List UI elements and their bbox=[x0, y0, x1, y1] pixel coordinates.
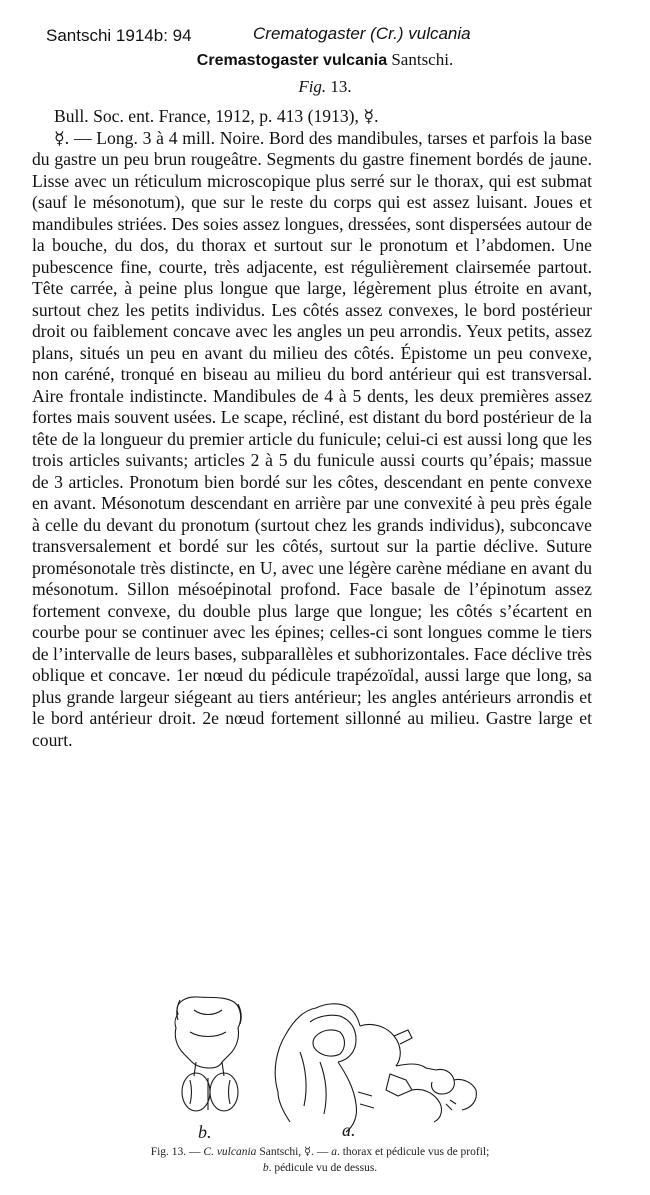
caption-letter-a: a bbox=[331, 1146, 337, 1158]
original-name-heading bbox=[0, 50, 650, 70]
caption-author: Santschi, ☿. — bbox=[256, 1146, 332, 1158]
figure-caption bbox=[40, 1144, 600, 1176]
caption-line1-end: . thorax et pédicule vus de profil; bbox=[336, 1146, 490, 1158]
figure-label-b: b. bbox=[198, 1122, 212, 1142]
caption-line-2 bbox=[40, 1160, 600, 1176]
citation-line: Bull. Soc. ent. France, 1912, p. 413 (1913), ☿. bbox=[54, 106, 379, 126]
caption-line-1 bbox=[40, 1144, 600, 1160]
figure-label-a: a. bbox=[342, 1120, 356, 1140]
original-author: Santschi. bbox=[391, 50, 454, 69]
ant-line-drawing bbox=[150, 992, 480, 1142]
figure-reference-number: 13. bbox=[330, 77, 352, 96]
figure-reference-label: Fig. bbox=[298, 77, 327, 96]
caption-prefix: Fig. 13. — bbox=[150, 1146, 204, 1158]
description-body bbox=[32, 106, 592, 751]
figure-illustration bbox=[150, 992, 480, 1142]
caption-line2-text: . pédicule vu de dessus. bbox=[268, 1162, 378, 1174]
figure-reference bbox=[0, 77, 650, 97]
reference-taxon-name: Crematogaster (Cr.) vulcania bbox=[253, 24, 471, 43]
reference-header bbox=[0, 24, 650, 48]
description-paragraph: ☿. — Long. 3 à 4 mill. Noire. Bord des mandibules, tarses et parfois la base du gastre un peu brun rougeâtre. Segments du gastre finement bordés de jaune. Lisse avec un réticulum microscopique plus serré sur le thorax, qui est submat (sauf le mésonotum), que sur le reste du corps qui est assez luisant. Joues et mandibules striées. Des soies assez longues, dressées, sont dispersées autour de la bouche, du dos, du thorax et surtout sur le pronotum et l’abdomen. Une pubescence fine, courte, très adjacente, est régulièrement clairsemée partout. Tête carrée, à peine plus longue que large, légèrement plus étroite en avant, surtout chez les petits individus. Les côtés assez convexes, le bord postérieur droit ou faiblement concave avec les angles un peu arrondis. Yeux petits, assez plans, situés un peu en avant du milieu des côtés. Épistome un peu convexe, non caréné, tronqué en biseau au milieu du bord antérieur qui est transversal. Aire frontale indistincte. Mandibules de 4 à 5 dents, les deux premières assez fortes mais souvent usées. Le scape, récliné, est distant du bord postérieur de la tête de la longueur du premier article du funicule; celui-ci est aussi long que les trois articles suivants; articles 2 à 5 du funicule aussi courts qu’épais; massue de 3 articles. Pronotum bien bordé sur les côtes, descendant en pente convexe en avant. Mésonotum descendant en arrière par une convexité à peu près égale à celle du devant du pronotum (surtout chez les grands individus), subconcave transversalement et bordé sur les côtés, surtout sur la partie déclive. Suture promésonotale très distincte, en U, avec une légère carène médiane en avant du mésonotum. Sillon mésoépinotal profond. Face basale de l’épinotum assez fortement convexe, du double plus large que longue; les côtés s’écartent en courbe pour se continuer avec les épines; celles-ci sont longues comme le tiers de l’intervalle de leurs bases, subparallèles et subhorizontales. Face déclive très oblique et concave. 1er nœud du pédicule trapézoïdal, aussi large que long, sa plus grande largeur siégeant au tiers antérieur; les angles antérieurs arrondis et le bord antérieur droit. 2e nœud fortement sillonné au milieu. Gastre large et court. bbox=[32, 127, 592, 750]
caption-species: C. vulcania bbox=[203, 1146, 257, 1158]
caption-letter-b: b bbox=[262, 1162, 269, 1174]
original-genus-species: Cremastogaster vulcania bbox=[196, 52, 388, 69]
figure-b-dorsal-pedicel bbox=[175, 997, 241, 1111]
reference-citation: Santschi 1914b: 94 bbox=[46, 26, 192, 45]
figure-a-lateral-thorax bbox=[275, 1004, 476, 1132]
